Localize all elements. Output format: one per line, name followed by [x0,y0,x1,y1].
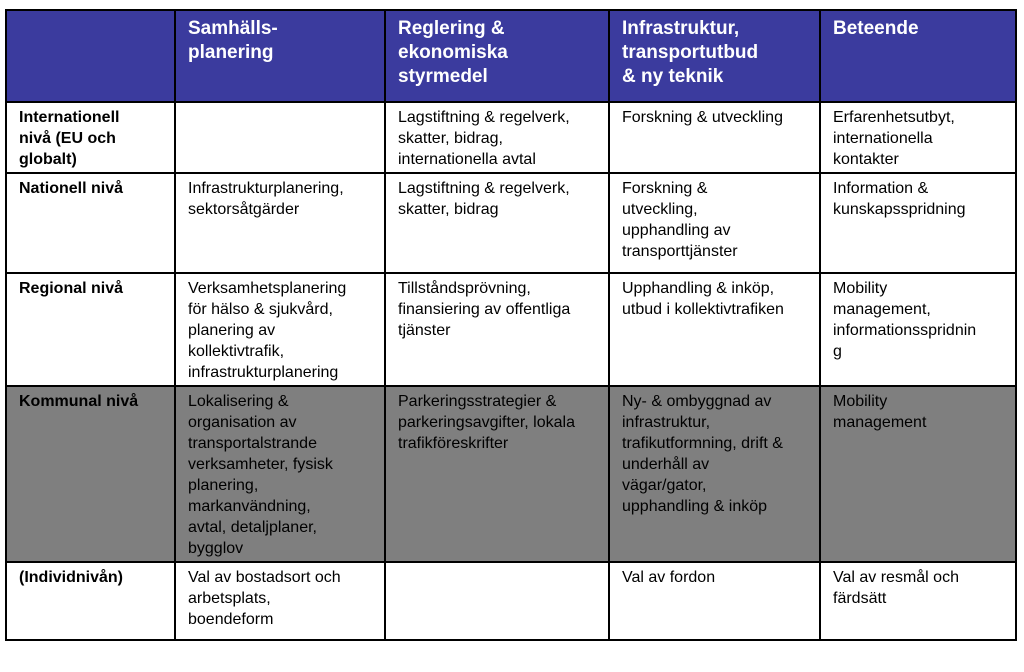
table-cell: Forskning & utveckling, upphandling av transporttjänster [609,173,820,273]
row-label-individ: (Individnivån) [6,562,175,640]
header-row [6,10,1016,102]
table-cell: Forskning & utveckling [609,102,820,173]
measures-matrix-table [5,9,1017,641]
table-cell: Verksamhetsplanering för hälso & sjukvård, planering av kollektivtrafik, infrastrukturplanering [175,273,385,386]
header-beteende: Beteende [820,10,1016,102]
row-label-kommunal: Kommunal nivå [6,386,175,562]
table-cell: Mobility management, informationsspridnin g [820,273,1016,386]
row-label-nationell: Nationell nivå [6,173,175,273]
table-cell: Information & kunskapsspridning [820,173,1016,273]
table-cell: Val av bostadsort och arbetsplats, boendeform [175,562,385,640]
table-cell: Val av resmål och färdsätt [820,562,1016,640]
table-cell: Upphandling & inköp, utbud i kollektivtrafiken [609,273,820,386]
table-cell: Erfarenhetsutbyt, internationella kontakter [820,102,1016,173]
header-corner-cell [6,10,175,102]
table-cell: Mobility management [820,386,1016,562]
table-row-regional [6,273,1016,386]
table-cell: Val av fordon [609,562,820,640]
table-cell: Lagstiftning & regelverk, skatter, bidrag [385,173,609,273]
row-label-internationell: Internationell nivå (EU och globalt) [6,102,175,173]
table-row-nationell [6,173,1016,273]
table-row-individ [6,562,1016,640]
table-cell: Lokalisering & organisation av transportalstrande verksamheter, fysisk planering, markanvändning, avtal, detaljplaner, bygglov [175,386,385,562]
table-cell: Parkeringsstrategier & parkeringsavgifter, lokala trafikföreskrifter [385,386,609,562]
table-cell: Lagstiftning & regelverk, skatter, bidrag, internationella avtal [385,102,609,173]
table-cell [175,102,385,173]
table-row-kommunal [6,386,1016,562]
header-samhallsplanering: Samhälls- planering [175,10,385,102]
header-reglering: Reglering & ekonomiska styrmedel [385,10,609,102]
row-label-regional: Regional nivå [6,273,175,386]
table-cell [385,562,609,640]
header-infrastruktur: Infrastruktur, transportutbud & ny teknik [609,10,820,102]
table-cell: Infrastrukturplanering, sektorsåtgärder [175,173,385,273]
table-cell: Ny- & ombyggnad av infrastruktur, trafikutformning, drift & underhåll av vägar/gator, upphandling & inköp [609,386,820,562]
table-cell: Tillståndsprövning, finansiering av offentliga tjänster [385,273,609,386]
table-row-internationell [6,102,1016,173]
